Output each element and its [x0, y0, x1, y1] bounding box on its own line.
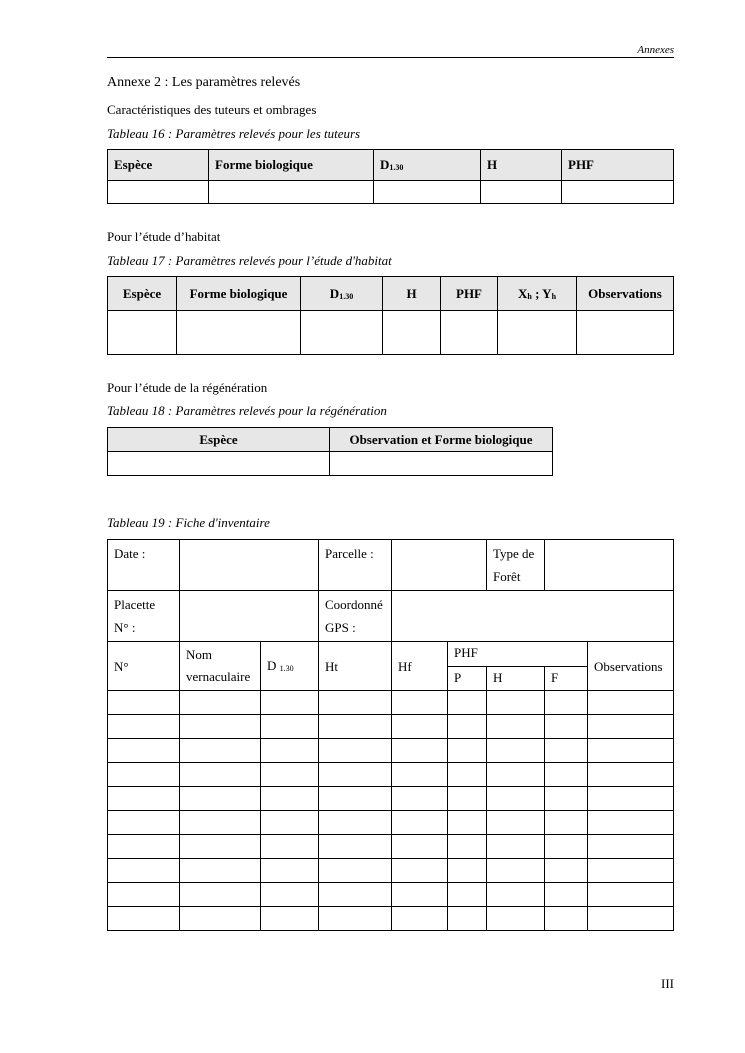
section-heading-tuteurs: Caractéristiques des tuteurs et ombrages — [107, 102, 317, 117]
page-number: III — [661, 976, 674, 991]
t17-col-xy: $X_h$ ; $Y_h$ — [498, 277, 577, 311]
col-ht: Ht — [319, 642, 392, 691]
t17-col-h: H — [383, 277, 441, 311]
col-d130: D $_{1.30}$ — [261, 642, 319, 691]
date-value — [180, 540, 319, 591]
t17-col-espece: Espèce — [108, 277, 177, 311]
table-18-caption: Tableau 18 : Paramètres relevés pour la régénération — [107, 403, 387, 418]
t16-col-espece: Espèce — [108, 150, 209, 181]
table-row — [108, 835, 674, 859]
col-hf: Hf — [392, 642, 448, 691]
col-phf-h: H — [487, 666, 545, 691]
table-19-caption: Tableau 19 : Fiche d'inventaire — [107, 515, 270, 530]
parcelle-value — [392, 540, 487, 591]
section-heading-habitat: Pour l’étude d’habitat — [107, 229, 221, 244]
t16-col-forme: Forme biologique — [209, 150, 374, 181]
running-title: Annexes — [637, 44, 674, 56]
col-observations: Observations — [588, 642, 674, 691]
table-row — [108, 907, 674, 931]
t16-col-phf: PHF — [562, 150, 674, 181]
parcelle-label: Parcelle : — [319, 540, 392, 591]
annex-title: Annexe 2 : Les paramètres relevés — [107, 75, 301, 90]
col-phf-p: P — [448, 666, 487, 691]
table-19-inventory-sheet — [107, 539, 674, 931]
table-row — [108, 787, 674, 811]
type-foret-label: Type de Forêt — [487, 540, 545, 591]
t16-col-h: H — [481, 150, 562, 181]
table-16-caption: Tableau 16 : Paramètres relevés pour les tuteurs — [107, 126, 361, 141]
table-row — [108, 739, 674, 763]
running-header — [107, 44, 674, 58]
table-16 — [107, 149, 674, 204]
date-label: Date : — [108, 540, 180, 591]
table-17 — [107, 276, 674, 355]
table-18 — [107, 427, 553, 476]
table-17-caption: Tableau 17 : Paramètres relevés pour l’étude d'habitat — [107, 253, 392, 268]
t17-col-d: $D_{1.30}$ — [301, 277, 383, 311]
gps-label: Coordonné GPS : — [319, 591, 392, 642]
gps-value — [392, 591, 674, 642]
table-row — [108, 811, 674, 835]
t17-col-forme: Forme biologique — [177, 277, 301, 311]
t16-col-d: $D_{1.30}$ — [374, 150, 481, 181]
table-row — [108, 763, 674, 787]
col-n: N° — [108, 642, 180, 691]
t18-col-observation-forme: Observation et Forme biologique — [330, 428, 553, 452]
col-phf: PHF — [448, 642, 588, 667]
table-row — [108, 691, 674, 715]
t18-col-espece: Espèce — [108, 428, 330, 452]
col-nom-vernaculaire: Nom vernaculaire — [180, 642, 261, 691]
table-row — [108, 715, 674, 739]
section-heading-regeneration: Pour l’étude de la régénération — [107, 380, 268, 395]
col-phf-f: F — [545, 666, 588, 691]
table-row — [108, 859, 674, 883]
table-row — [108, 883, 674, 907]
t17-col-phf: PHF — [441, 277, 498, 311]
type-foret-value — [545, 540, 674, 591]
placette-value — [180, 591, 319, 642]
placette-label: Placette N° : — [108, 591, 180, 642]
t17-col-observations: Observations — [577, 277, 674, 311]
